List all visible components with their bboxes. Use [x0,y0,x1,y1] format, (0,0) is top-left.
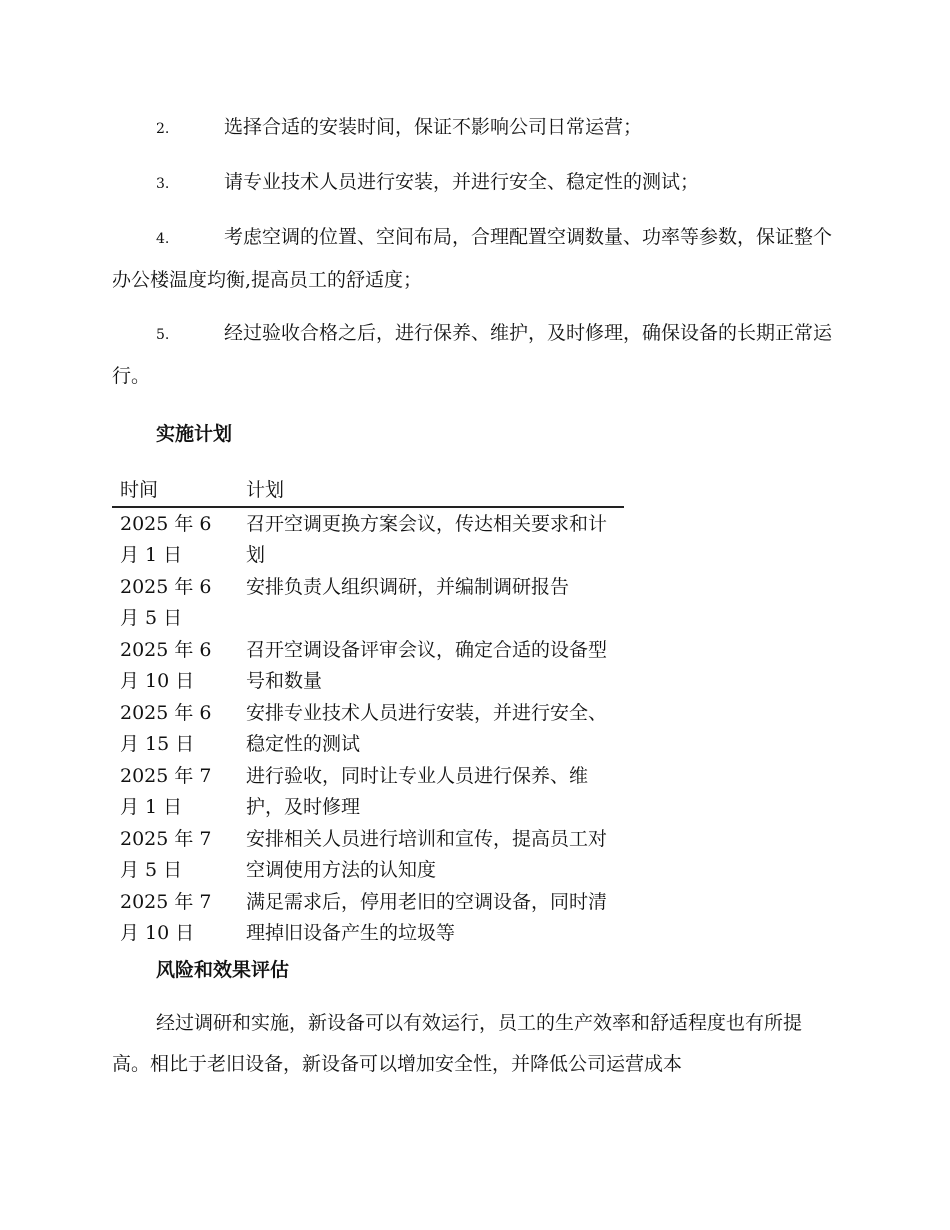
list-item [112,217,834,301]
list-text: 考虑空调的位置、空间布局，合理配置空调数量、功率等参数，保证整个办公楼温度均衡,提高员工的舒适度； [112,226,833,291]
table-cell-plan: 安排负责人组织调研，并编制调研报告 [246,576,570,598]
list-text: 选择合适的安装时间，保证不影响公司日常运营； [224,116,643,138]
table-row [112,823,624,886]
list-text: 经过验收合格之后，进行保养、维护，及时修理，确保设备的长期正常运行。 [112,322,833,387]
table-cell-time: 2025 年 7 月 10 日 [120,891,212,944]
table-row [112,571,624,634]
table-row [112,507,624,571]
table-header-row [112,472,624,507]
risk-paragraph: 经过调研和实施，新设备可以有效运行，员工的生产效率和舒适程度也有所提高。相比于老旧设备，新设备可以增加安全性，并降低公司运营成本 [112,1012,803,1075]
implementation-plan-table [112,472,624,949]
table-row [112,697,624,760]
table-row [112,886,624,949]
section-heading-risk: 风险和效果评估 [156,959,290,981]
table-cell-time: 2025 年 6 月 10 日 [120,639,212,692]
list-number: 3. [156,176,170,192]
list-number: 4. [156,231,170,247]
section-heading-implementation: 实施计划 [156,423,233,445]
table-cell-time: 2025 年 6 月 1 日 [120,513,212,566]
list-item [112,107,834,150]
list-number: 5. [156,327,170,343]
list-item [112,313,834,397]
table-header-time: 时间 [112,472,238,507]
table-cell-time: 2025 年 6 月 15 日 [120,702,212,755]
table-cell-plan: 进行验收，同时让专业人员进行保养、维护，及时修理 [246,765,589,818]
table-cell-time: 2025 年 6 月 5 日 [120,576,212,629]
table-cell-time: 2025 年 7 月 5 日 [120,828,212,881]
table-cell-plan: 召开空调更换方案会议，传达相关要求和计划 [246,513,608,566]
table-cell-plan: 召开空调设备评审会议，确定合适的设备型号和数量 [246,639,608,692]
list-text: 请专业技术人员进行安装，并进行安全、稳定性的测试； [224,171,700,193]
list-number: 2. [156,121,170,137]
table-row [112,760,624,823]
table-cell-plan: 安排相关人员进行培训和宣传，提高员工对空调使用方法的认知度 [246,828,608,881]
table-cell-time: 2025 年 7 月 1 日 [120,765,212,818]
list-item [112,162,834,205]
table-row [112,634,624,697]
table-cell-plan: 满足需求后，停用老旧的空调设备，同时清理掉旧设备产生的垃圾等 [246,891,608,944]
table-cell-plan: 安排专业技术人员进行安装，并进行安全、稳定性的测试 [246,702,608,755]
table-header-plan: 计划 [238,472,624,507]
